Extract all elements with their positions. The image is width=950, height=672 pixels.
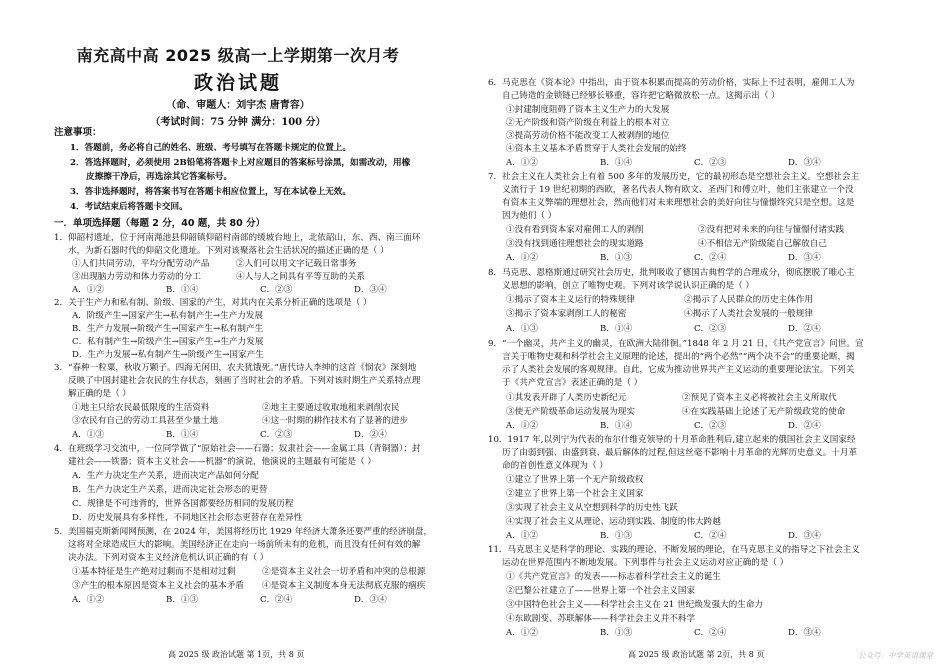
watermark: 公众号：中学英语课堂 [858, 651, 933, 660]
q10-stem: 命的首创性意义体现为（ ） [502, 461, 608, 471]
q3-statement: ④这一时期的耕作技术有了显著的进步 [262, 416, 409, 426]
q9-option: D．②④ [788, 421, 821, 431]
q4-option: D．历史发展具有多样性，不同地区社会形态更替存在差异性 [72, 513, 303, 523]
q4-option: C．规律是不可违背的，世界各国都要经历相同的发展历程 [72, 499, 294, 509]
authors: （命、审题人：刘宇杰 唐青容） [166, 100, 310, 111]
q7-stem: 有资本主义弊端的理想社会，然而他们对未来理想社会的美好向往与憧憬终究只是空想。这是 [502, 198, 855, 208]
q11-option: D．③④ [788, 628, 821, 638]
q5-option: C．②④ [260, 595, 293, 605]
q11-statement: ③中国特色社会主义——科学社会主义在 21 世纪焕发强大的生命力 [506, 600, 764, 610]
q1-statement: ③出现脑力劳动和体力劳动的分工 [72, 272, 201, 282]
notice-heading: 注意事项： [54, 127, 102, 138]
q7-statement: ①没有看到资本家对雇佣工人的剥削 [506, 225, 644, 235]
q5-statement: ③产生的根本原因是资本主义社会的基本矛盾 [72, 581, 244, 591]
q11-option: A．①② [506, 628, 538, 638]
q1-option: B．①④ [166, 285, 199, 295]
q9-stem: 于《共产党宣言》表述正确的是（ ） [502, 378, 643, 388]
q10-statement: ③实现了社会主义从空想到科学的历史性飞跃 [506, 503, 678, 513]
q1-option: C．②③ [260, 285, 293, 295]
section-heading: 一．单项选择题（每题 2 分，40 题，共 80 分） [54, 218, 266, 229]
q11-statement: ④东欧剧变、苏联解体——科学社会主义并不科学 [506, 614, 696, 624]
q5-statement: ①基本特征是生产绝对过剩而不是相对过剩 [72, 567, 236, 577]
q3-option: D．②④ [354, 430, 387, 440]
q8-statement: ③揭示了资本家剥削工人的秘密 [506, 309, 627, 319]
q5-stem: 5．美国福克斯新闻网预测，在 2024 年，美国将经历比 1929 年经济大萧条还要严重的经济崩盘， [54, 527, 433, 537]
q1-statement: ②人们可以用文字记载日常事务 [236, 259, 357, 269]
q10-option: B．①③ [600, 531, 633, 541]
q3-statement: ①地主只给农民最低限度的生活资料 [72, 403, 210, 413]
q9-statement: ①其发表开辟了人类历史新纪元 [506, 393, 627, 403]
q7-option: C．②④ [694, 253, 727, 263]
q10-statement: ④实现了社会主义从理论、运动到实践、制度的伟大跨越 [506, 517, 721, 527]
q8-statement: ②揭示了人民群众的历史主体作用 [684, 295, 813, 305]
q5-option: A．①② [72, 595, 104, 605]
q2-option: A．阶级产生→国家产生→私有制产生→生产力发展 [72, 311, 264, 321]
q9-statement: ②预见了资本主义必将被社会主义所取代 [682, 393, 837, 403]
q6-statement: ②无产阶级和资产阶级在利益上的根本对立 [506, 118, 670, 128]
q3-option: C．②③ [260, 430, 293, 440]
q4-stem: 建社会——铁器；资本主义社会——机器”的演说，他演说的主题最有可能是（ ） [68, 457, 376, 467]
q5-option: D．③④ [354, 595, 387, 605]
q4-option: A．生产力决定生产关系，进而决定产品如何分配 [72, 471, 259, 481]
q6-stem: 6．马克思在《资本论》中指出，由于资本积累而提高的劳动价格，实际上不过表明，雇佣工人为 [488, 78, 855, 88]
q10-option: D．③④ [788, 531, 821, 541]
q3-statement: ③农民有自己的劳动工具甚至少量土地 [72, 416, 219, 426]
q6-statement: ④资本主义基本矛盾贯穿于人类社会发展的始终 [506, 144, 687, 154]
q8-option: B．①④ [600, 324, 633, 334]
q6-option: B．①④ [600, 158, 633, 168]
subject-title: 政治试题 [193, 72, 282, 94]
q6-statement: ①封建制度阻碍了资本主义生产力的大发展 [506, 105, 670, 115]
q7-option: B．①③ [600, 253, 633, 263]
notice-item: 1．答题前，务必将自己的姓名、班级、考号填写在答题卡规定的位置上。 [70, 143, 351, 153]
q10-option: A．①② [506, 531, 538, 541]
q7-stem: 义流行于 19 世纪初期的西欧，著名代表人物有欧文、圣西门和傅立叶，他们主张建立一个没 [502, 185, 854, 195]
exam-title: 南充高中高 2025 级高一上学期第一次月考 [76, 46, 400, 65]
q8-statement: ④揭示了人类社会发展的一般规律 [684, 309, 813, 319]
q3-stem: 3．“春种一粒粟，秋收万颗子。四海无闲田，农夫犹饿死。”唐代诗人李绅的这首《悯农》深刻地 [54, 363, 417, 373]
q11-option: B．①③ [600, 628, 633, 638]
q7-statement: ④不相信无产阶级能自己解放自己 [698, 239, 827, 249]
q11-stem: 运动在世界范围内不断地发展。下列事件与社会主义运动对应正确的是（ ） [502, 558, 789, 568]
q7-option: D．③④ [788, 253, 821, 263]
q8-option: D．②④ [788, 324, 821, 334]
q8-statement: ①揭示了资本主义运行的特殊规律 [506, 295, 635, 305]
q5-stem: 决办法。下列对资本主义经济危机认识正确的有（ ） [68, 553, 269, 563]
q1-option: A．①② [72, 285, 104, 295]
q5-statement: ④是资本主义制度本身无法彻底克服的痼疾 [262, 581, 426, 591]
q6-option: C．②③ [694, 158, 727, 168]
q1-stem: 1．仰韶村遗址，位于河南渑池县仰韶镇仰韶村南部的缓坡台地上，北依韶山，东、西、南三面环 [54, 233, 421, 243]
q7-stem: 因为他们（ ） [502, 211, 557, 221]
q11-option: C．②④ [694, 628, 727, 638]
q9-option: A．①② [506, 421, 538, 431]
q2-option: D．生产力发展→私有制产生→阶级产生→国家产生 [72, 350, 264, 360]
notice-item: 4．考试结束后将答题卡交回。 [70, 202, 188, 212]
q6-stem: 自己铸造的金锁链已经够长够重，容许把它略微放松一点。这揭示出（ ） [502, 91, 780, 101]
q9-stem: 9．“一个幽灵，共产主义的幽灵，在欧洲大陆徘徊。”1848 年 2 月 21 日，《共产党宣言》问世。宣 [488, 339, 864, 349]
q5-statement: ②是资本主义社会一切矛盾和冲突的总根源 [262, 567, 426, 577]
q5-stem: 这将对全球造成巨大的影响。美国经济正在走向一场前所未有的危机，而且没有任何有效的解 [68, 540, 421, 550]
q7-stem: 7．社会主义在人类社会上有着 500 多年的发展历史，它的最初形态是空想社会主义。空想社会主 [488, 172, 860, 182]
q7-option: A．①② [506, 253, 538, 263]
q1-option: D．③④ [354, 285, 387, 295]
q1-statement: ①人们共同劳动，平均分配劳动产品 [72, 259, 210, 269]
q8-stem: 义思想的影响，创立了唯物史观。下列对该学说认识正确的是（ ） [502, 281, 754, 291]
q1-stem: 水，为新石器时代的仰韶文化遗址。下列对该聚落社会生活状况的描述正确的是（ ） [68, 246, 389, 256]
q6-statement: ③提高劳动价格不能改变工人被剥削的地位 [506, 131, 670, 141]
q2-option: B．生产力发展→阶级产生→国家产生→私有制产生 [72, 324, 264, 334]
q9-option: B．①④ [600, 421, 633, 431]
q8-option: A．①③ [506, 324, 538, 334]
q8-stem: 8．马克思、恩格斯通过研究社会历史，批判吸收了德国古典哲学的合理成分，彻底摆脱了唯心主 [488, 268, 855, 278]
q8-option: C．②③ [694, 324, 727, 334]
page-footer: 高 2025 级 政治试题 第 2页，共 8 页 [628, 650, 765, 659]
q9-statement: ③使无产阶级革命运动发展为现实 [506, 407, 635, 417]
q3-stem: 反映了中国封建社会农民的生存状态，刻画了当时社会的矛盾。下列对该时期生产关系特点理 [68, 376, 421, 386]
exam-info: （考试时间：75 分钟 满分：100 分） [150, 117, 326, 128]
q6-option: A．①② [506, 158, 538, 168]
notice-item: 皮擦擦干净后，再选涂其它答案标号。 [86, 172, 233, 182]
q9-statement: ④在实践基础上论述了无产阶级政党的使命 [682, 407, 846, 417]
q3-option: B．①④ [166, 430, 199, 440]
notice-item: 2．答选择题时，必须使用 2B铅笔将答题卡上对应题目的答案标号涂黑，如需改动，用橡 [70, 158, 411, 168]
q9-option: C．②③ [694, 421, 727, 431]
q10-statement: ②建立了世界上第一个社会主义国家 [506, 489, 644, 499]
q7-statement: ②没有把对未来的向往与憧憬付诸实践 [698, 225, 845, 235]
q11-stem: 11．马克思主义是科学的理论、实践的理论、不断发展的理论，在马克思主义的指导之下社会主义 [488, 545, 860, 555]
q10-stem: 历了由弱到强、由盛到衰、最后解体的过程,但这丝毫不影响十月革命的光辉历史意义。十月革 [502, 448, 858, 458]
notice-item: 3．答非选择题时，将答案书写在答题卡相应位置上，写在本试卷上无效。 [70, 187, 351, 197]
q1-statement: ④人与人之间具有平等互助的关系 [236, 272, 365, 282]
q2-stem: 2．关于生产力和私有制、阶级、国家的产生，对其内在关系分析正确的选项是（ ） [54, 298, 372, 308]
q3-option: A．①③ [72, 430, 104, 440]
q11-statement: ①《共产党宣言》的发表——标志着科学社会主义的诞生 [506, 572, 721, 582]
q3-stem: 解正确的是（ ） [68, 389, 131, 399]
q9-stem: 言关于唯物史观和科学社会主义原理的论述，提出的“两个必然”“两个决不会”的重要论断，揭 [502, 352, 855, 362]
q6-option: D．③④ [788, 158, 821, 168]
q10-option: C．②④ [694, 531, 727, 541]
q10-stem: 10．1917 年,以列宁为代表的布尔什维克领导的十月革命胜利后,建立起来的俄国社会主义国家经 [488, 435, 856, 445]
q3-statement: ②地主主要通过收取地租来剥削农民 [262, 403, 400, 413]
q11-statement: ②巴黎公社建立了——世界上第一个社会主义国家 [506, 586, 696, 596]
q9-stem: 示了人类社会发展的客观规律。自此，它成为推动世界共产主义运动的重要理论法宝。下列关 [502, 365, 855, 375]
page-footer: 高 2025 级 政治试题 第 1页，共 8 页 [168, 650, 305, 659]
page-right [476, 0, 950, 672]
q4-option: B．生产力决定生产关系，进而决定社会形态的更替 [72, 485, 268, 495]
q2-option: C．私有制产生→阶级产生→国家产生→生产力发展 [72, 337, 264, 347]
q5-option: B．①③ [166, 595, 199, 605]
q7-statement: ③没有找到通往理想社会的现实道路 [506, 239, 644, 249]
q10-statement: ①建立了世界上第一个无产阶级政权 [506, 475, 644, 485]
q4-stem: 4．在班级学习交流中，一位同学做了“原始社会——石器；奴隶社会——金属工具（青铜器）；封 [54, 444, 421, 454]
